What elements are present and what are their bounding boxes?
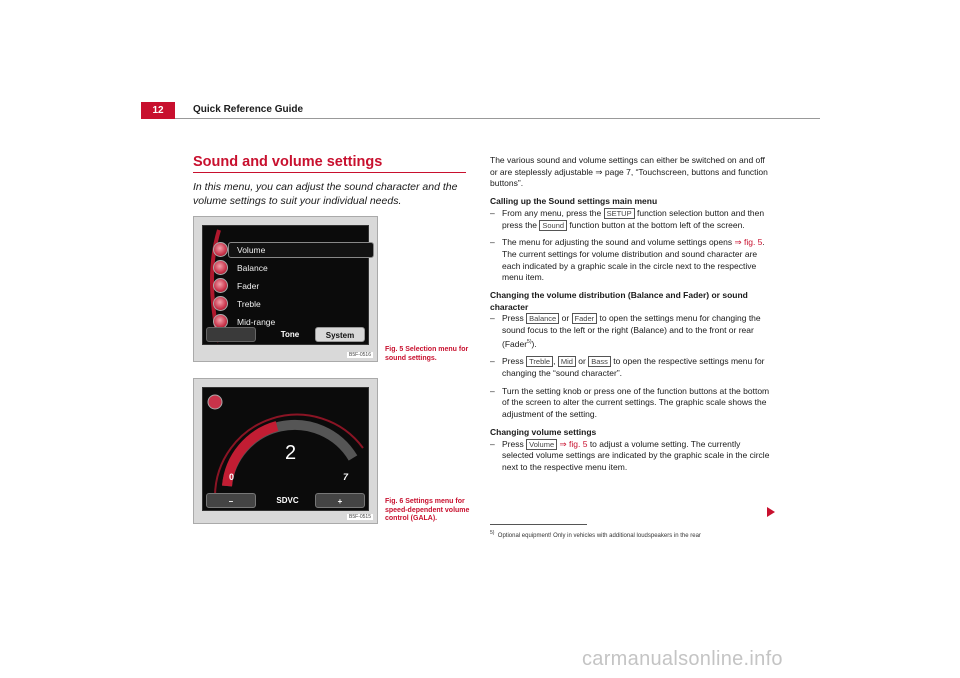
balance-key: Balance [526,313,559,324]
circle-scale-icon [213,296,228,311]
footnote-mark: 5) [527,338,532,345]
next-page-arrow-icon[interactable] [767,507,775,517]
volume-key: Volume [526,439,557,450]
page-number: 12 [141,102,175,119]
list-item: – Turn the setting knob or press one of the function buttons at the bottom of the screen to alter the current settings. The graphic scale shows the adjustment of the setting. [490,385,770,420]
circle-scale-icon [213,260,228,275]
scale-max-label: 7 [343,472,349,482]
scale-min-label: 0 [229,472,235,482]
figure-5-caption: Fig. 5 Selection menu for sound settings. [385,346,469,362]
footnote: $^{5)}$ Optional equipment! Only in vehicles with additional loudspeakers in the rear [490,530,701,539]
paragraph: The various sound and volume settings can either be switched on and off or are steplessly adjustable ⇒ page 7, “Touchscreen, buttons and function buttons”. [490,155,768,189]
sdvc-label: SDVC [276,496,299,505]
figure-reference-link[interactable]: ⇒ fig. 5 [559,438,588,449]
figure-reference-link[interactable]: ⇒ fig. 5 [734,237,763,248]
setup-key: SETUP [604,208,635,219]
figure-6-screenshot [193,378,378,524]
minus-button[interactable]: – [206,493,256,508]
treble-key: Treble [526,356,553,367]
plus-button[interactable]: + [315,493,365,508]
body-text [490,155,770,480]
list-item: – The menu for adjusting the sound and volume settings opens ⇒ fig. 5. The current settings for volume distribution and sound character are each indicated by a graphic scale in the circle next to the respective menu item. [490,237,765,283]
figure-code: B5F-0515 [349,514,371,520]
tone-button[interactable]: Tone [280,330,300,339]
section-title: Sound and volume settings [193,154,383,170]
menu-item-volume[interactable]: Volume [237,242,265,258]
subheading: Changing the volume distribution (Balance and Fader) or sound character [490,290,748,312]
sdvc-menu-screen [202,387,369,511]
subheading: Changing volume settings [490,426,597,437]
menu-item-fader[interactable]: Fader [237,278,259,294]
list-item: – Press Treble , Mid or Bass to open the respective settings menu for changing the “sound character”. [490,356,765,379]
figure-6-caption: Fig. 6 Settings menu for speed-dependent volume control (GALA). [385,498,470,522]
menu-item-balance[interactable]: Balance [237,260,268,276]
circle-scale-icon [213,278,228,293]
figure-code: B5F-0516 [349,352,371,358]
circle-scale-icon [213,242,228,257]
list-item: – Press Balance or Fader to open the settings menu for changing the sound focus to the left or the right (Balance) and to the front or rear (Fader$^{5)}$). [490,313,761,349]
gauge-value: 2 [285,442,297,464]
section-intro: In this menu, you can adjust the sound character and the volume settings to suit your individual needs. [193,181,458,207]
sound-menu-screen [202,225,369,345]
fader-key: Fader [572,313,598,324]
title-rule [193,172,466,173]
header-rule [175,118,820,119]
mid-key: Mid [558,356,576,367]
subheading: Calling up the Sound settings main menu [490,196,658,207]
footnote-rule [490,524,587,525]
list-item: – From any menu, press the SETUP function selection button and then press the Sound function button at the bottom left of the screen. [490,207,765,230]
page-reference-link[interactable]: ⇒ page 7, “Touchscreen, buttons and function buttons”. [490,166,768,189]
figure-5-screenshot [193,216,378,362]
bass-key: Bass [588,356,611,367]
sound-key: Sound [539,220,567,231]
running-title: Quick Reference Guide [193,104,304,115]
menu-item-mid-range[interactable]: Mid-range [237,314,275,330]
list-item: – Press Volume ⇒ fig. 5 to adjust a volume setting. The currently selected volume settings are indicated by the graphic scale in the circle next to the respective menu item. [490,438,770,472]
menu-item-treble[interactable]: Treble [237,296,261,312]
watermark: carmanualsonline.info [582,648,783,670]
left-empty-button[interactable] [206,327,256,342]
system-button[interactable]: System [315,327,365,342]
